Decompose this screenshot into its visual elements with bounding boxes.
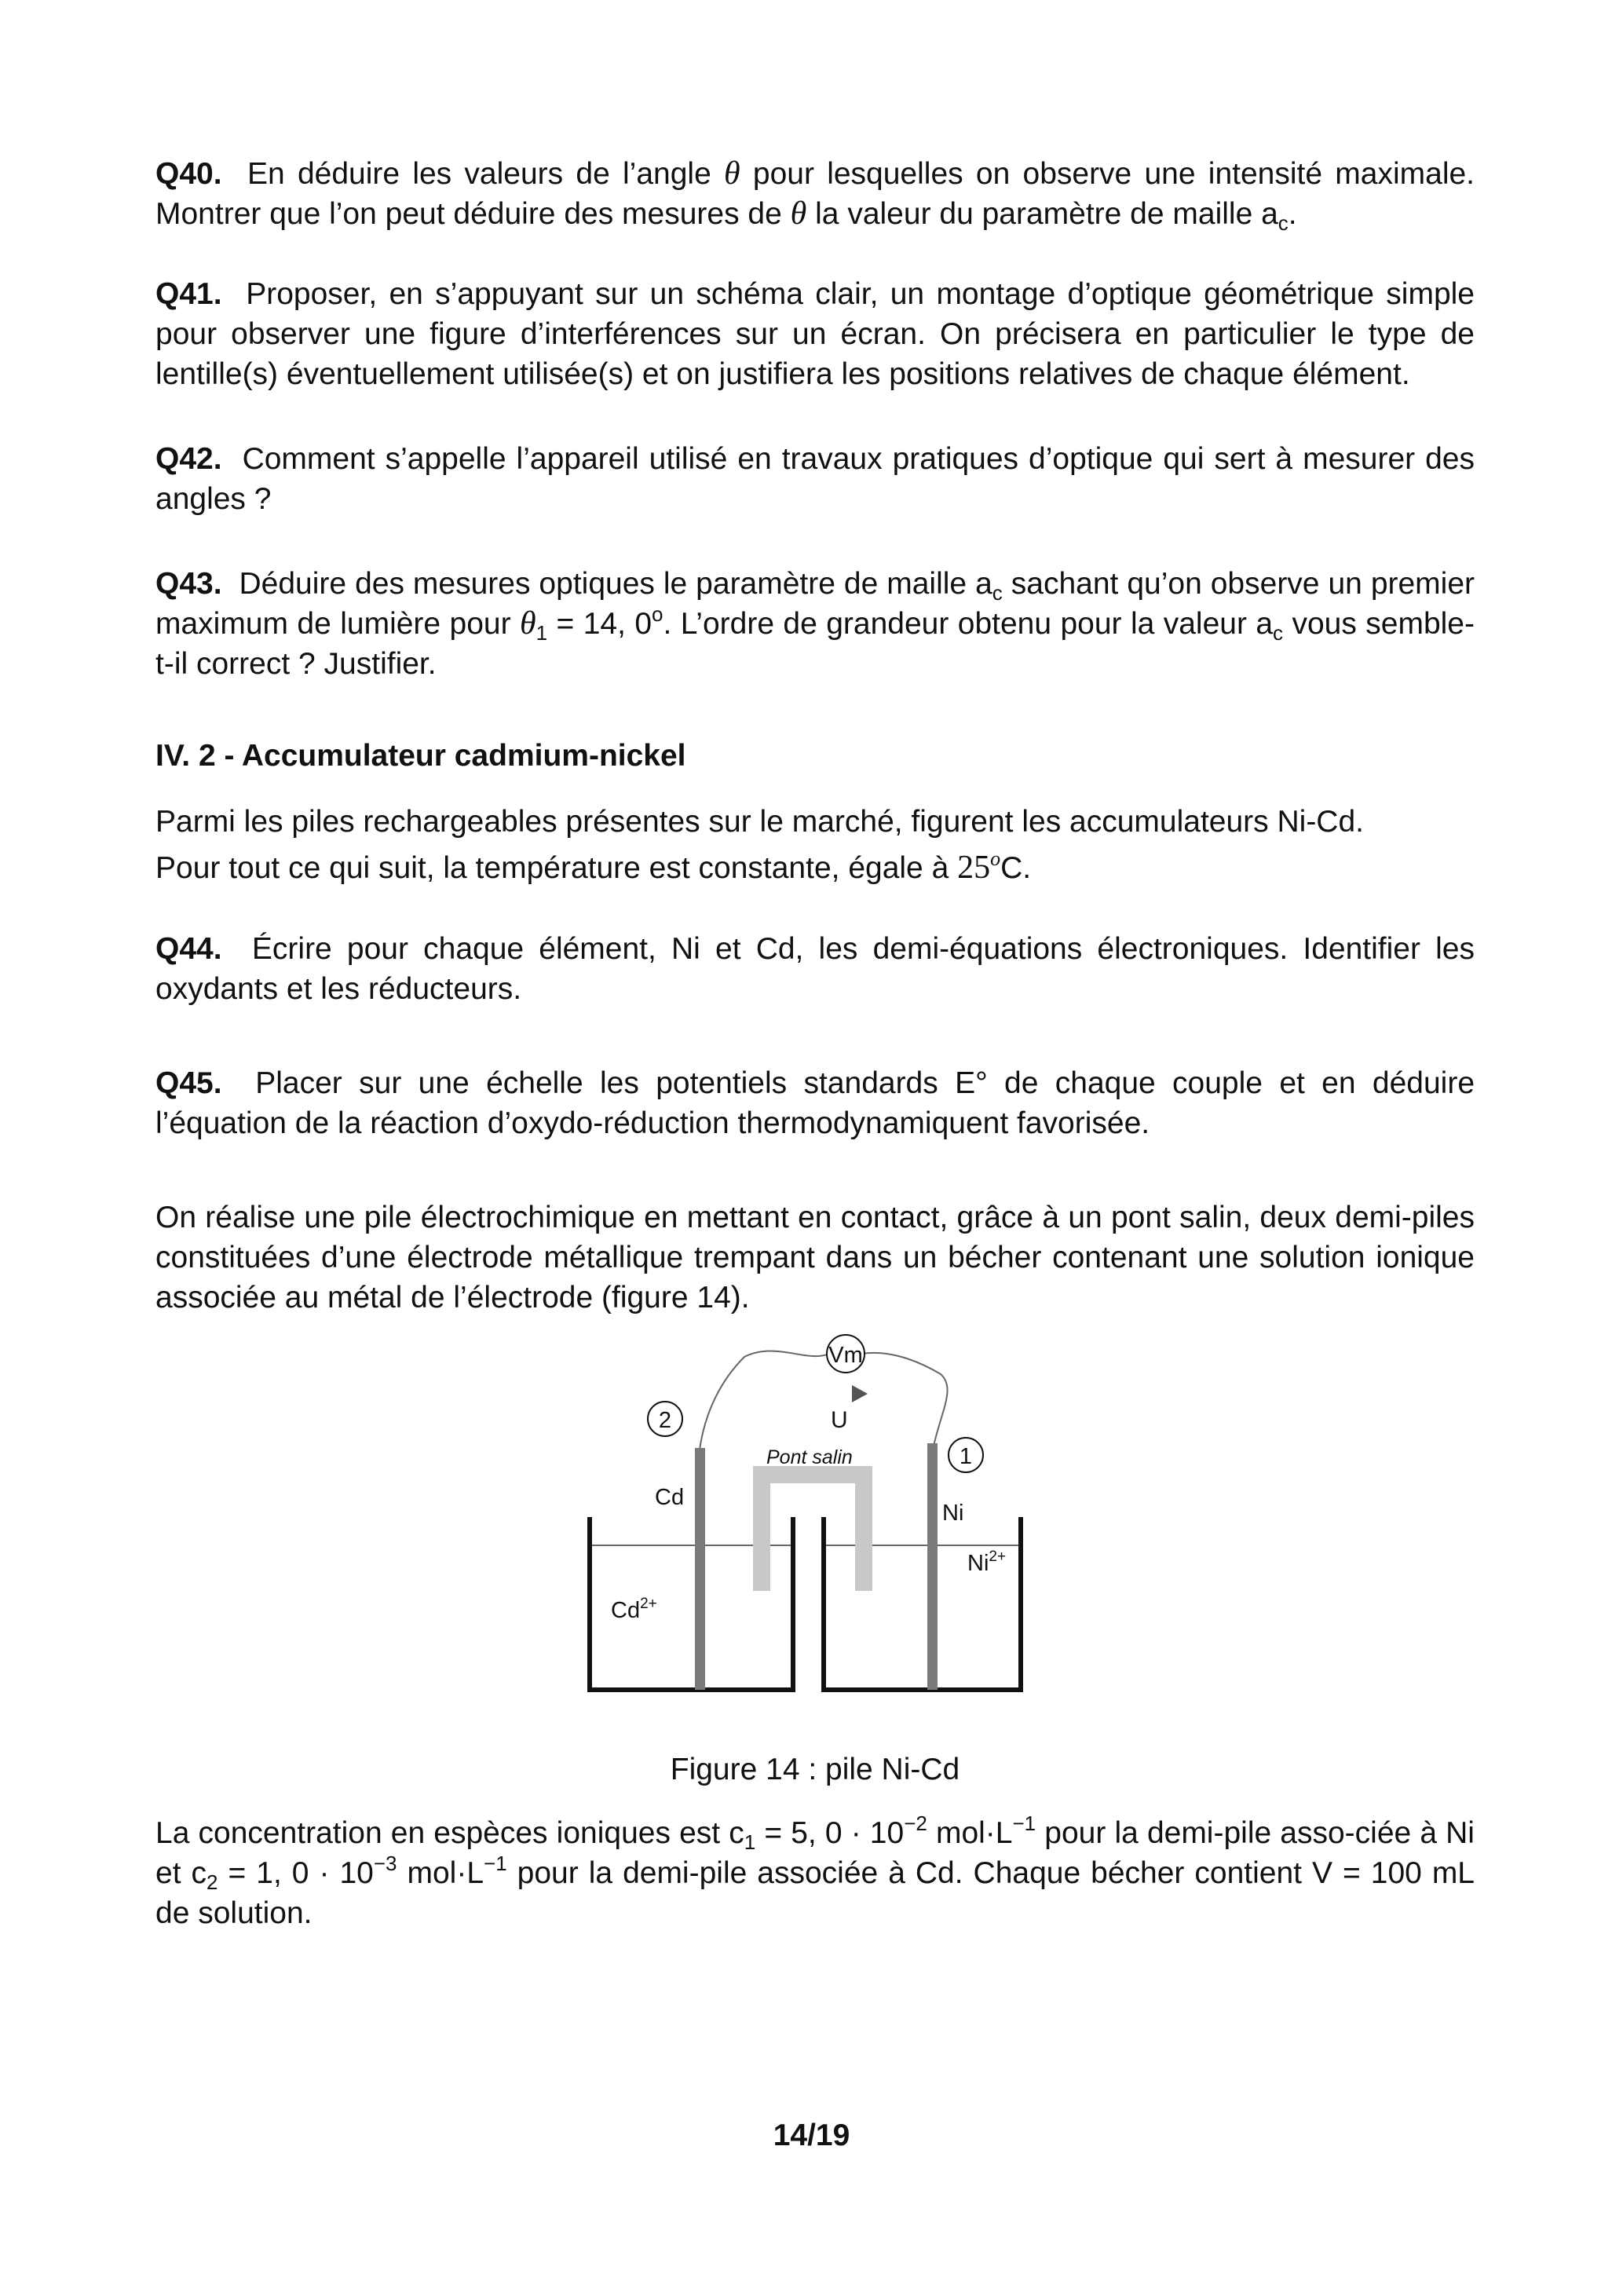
wire-right — [862, 1353, 948, 1450]
section-heading: IV. 2 - Accumulateur cadmium-nickel — [155, 739, 686, 773]
question-43: Q43. Déduire des mesures optiques le paramètre de maille $a_c$ sachant qu’on observe un premier maximum de lumière pour $\theta_1 = 14$, 0$^o$. L’ordre de grandeur obtenu pour la valeur $a_c$ vous semble-t-il correct ? Justifier. — [155, 567, 1475, 681]
intro-paragraph: Parmi les piles rechargeables présentes sur le marché, figurent les accumulateurs Ni-Cd. Pour tout ce qui suit, la température est constante, égale à 25$^o$C. — [155, 805, 1364, 886]
ni-ion-label: $Ni^{2+}$ — [967, 1548, 1007, 1576]
page-number: 14/19 — [773, 2119, 850, 2152]
pile-diagram — [155, 1318, 1475, 1726]
salt-bridge — [762, 1475, 864, 1591]
question-label: Q43. — [155, 567, 222, 601]
wire-left — [700, 1351, 829, 1450]
concentration-paragraph: La concentration en espèces ioniques est $c_1 = 5$, $0 \cdot 10^{-2}$ $mol\cdot L^{-1}$ pour la demi-pile asso-ciée à Ni et $c_2 = 1$, $0 \cdot 10^{-3}$ $mol\cdot L^{-1}$ pour la demi-pile associée à Cd. Chaque bécher contient V = 100 mL de solution. — [155, 1812, 1475, 1930]
question-45: Q45. Placer sur une échelle les potentiels standards E° de chaque couple et en déduire l’équation de la réaction d’oxydo-réduction thermodynamiquent favorisée. — [155, 1066, 1475, 1140]
pont-salin-label: Pont salin — [766, 1446, 853, 1468]
question-label: Q45. — [155, 1066, 222, 1100]
cd-electrode-label: Cd — [655, 1485, 685, 1510]
question-42: Q42. Comment s’appelle l’appareil utilisé en travaux pratiques d’optique qui sert à mesurer des angles ? — [155, 442, 1475, 516]
nickel-electrode — [927, 1443, 938, 1690]
question-label: Q42. — [155, 442, 222, 476]
question-44: Q44. Écrire pour chaque élément, Ni et Cd, les demi-équations électroniques. Identifier les oxydants et les réducteurs. — [155, 932, 1475, 1006]
cd-ion-label: $Cd^{2+}$ — [611, 1596, 657, 1623]
figure-caption: Figure 14 : pile Ni-Cd — [670, 1753, 960, 1786]
question-label: Q40. — [155, 157, 222, 191]
electrode-1-number: 1 — [959, 1444, 973, 1469]
page-content — [155, 154, 1475, 1933]
u-arrow-icon — [852, 1385, 868, 1402]
cadmium-electrode — [695, 1448, 705, 1690]
question-41: Q41. Proposer, en s’appuyant sur un schéma clair, un montage d’optique géométrique simple pour observer une figure d’interférences sur un écran. On précisera en particulier le type de lentille(s) éventuellement utilisée(s) et on justifiera les positions relatives de chaque élément. — [155, 277, 1475, 391]
voltmeter-label: Vm — [828, 1343, 863, 1368]
beaker-right — [824, 1517, 1021, 1690]
figure-14 — [155, 1318, 1475, 1726]
u-label: U — [831, 1407, 848, 1433]
electrode-2-number: 2 — [658, 1408, 672, 1433]
question-40: Q40. En déduire les valeurs de l’angle θ pour lesquelles on observe une intensité maximale. Montrer que l’on peut déduire des mesures de θ la valeur du paramètre de maille $a_c$. — [155, 155, 1475, 235]
pile-description: On réalise une pile électrochimique en mettant en contact, grâce à un pont salin, deux demi-piles constituées d’une électrode métallique trempant dans un bécher contenant une solution ionique associée au métal de l’électrode (figure 14). — [155, 1201, 1475, 1314]
question-label: Q41. — [155, 277, 222, 311]
ni-electrode-label: Ni — [942, 1501, 964, 1526]
question-label: Q44. — [155, 932, 222, 966]
